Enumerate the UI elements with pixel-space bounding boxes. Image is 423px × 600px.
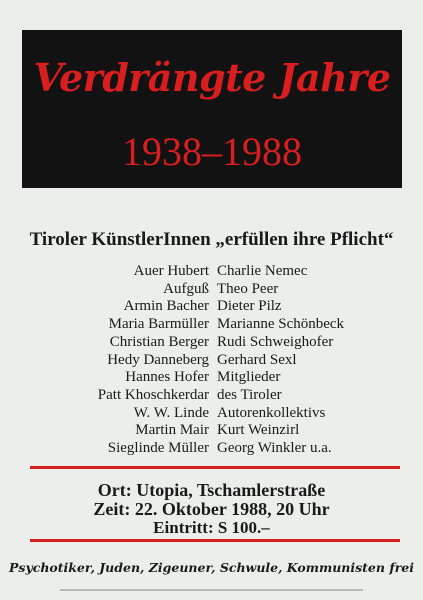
- right-name: Autorenkollektivs: [217, 404, 326, 421]
- left-name: Patt Khoschkerdar: [97, 386, 209, 403]
- right-name: Mitglieder: [217, 369, 281, 386]
- poster-years: 1938–1988: [122, 129, 302, 174]
- left-name: Christian Berger: [109, 333, 209, 350]
- left-name: Armin Bacher: [123, 298, 209, 315]
- left-name: Maria Barmüller: [108, 316, 209, 333]
- left-name: W. W. Linde: [133, 404, 209, 421]
- right-name: des Tiroler: [217, 386, 282, 403]
- left-name: Hedy Danneberg: [107, 351, 209, 368]
- poster-subtitle: Tiroler KünstlerInnen „erfüllen ihre Pflicht“: [29, 229, 394, 250]
- right-name: Dieter Pilz: [217, 298, 282, 315]
- poster-title: Verdrängte Jahre: [33, 55, 391, 100]
- venue-line: Ort: Utopia, Tschamlerstraße: [97, 480, 326, 500]
- artist-list-right: [217, 263, 344, 458]
- slogan-line: Psychotiker, Juden, Zigeuner, Schwule, Kommunisten frei: [9, 560, 414, 575]
- time-line: Zeit: 22. Oktober 1988, 20 Uhr: [93, 499, 330, 519]
- imprint-fine-print: [60, 589, 363, 591]
- left-name: Sieglinde Müller: [107, 440, 209, 457]
- left-name: Hannes Hofer: [125, 369, 209, 386]
- right-name: Charlie Nemec: [217, 263, 308, 279]
- left-name: Aufguß: [163, 280, 209, 297]
- right-name: Gerhard Sexl: [217, 351, 297, 368]
- red-rule-top: [30, 466, 400, 469]
- right-name: Georg Winkler u.a.: [217, 440, 332, 457]
- right-name: Kurt Weinzirl: [217, 422, 300, 439]
- right-name: Theo Peer: [217, 280, 279, 297]
- right-name: Marianne Schönbeck: [217, 316, 345, 333]
- right-name: Rudi Schweighofer: [217, 333, 334, 350]
- red-rule-bottom: [30, 539, 400, 542]
- title-banner: [22, 30, 402, 188]
- artist-list-left: [98, 263, 209, 458]
- left-name: Martin Mair: [135, 422, 209, 439]
- admission-line: Eintritt: S 100.–: [153, 518, 270, 537]
- left-name: Auer Hubert: [133, 263, 209, 279]
